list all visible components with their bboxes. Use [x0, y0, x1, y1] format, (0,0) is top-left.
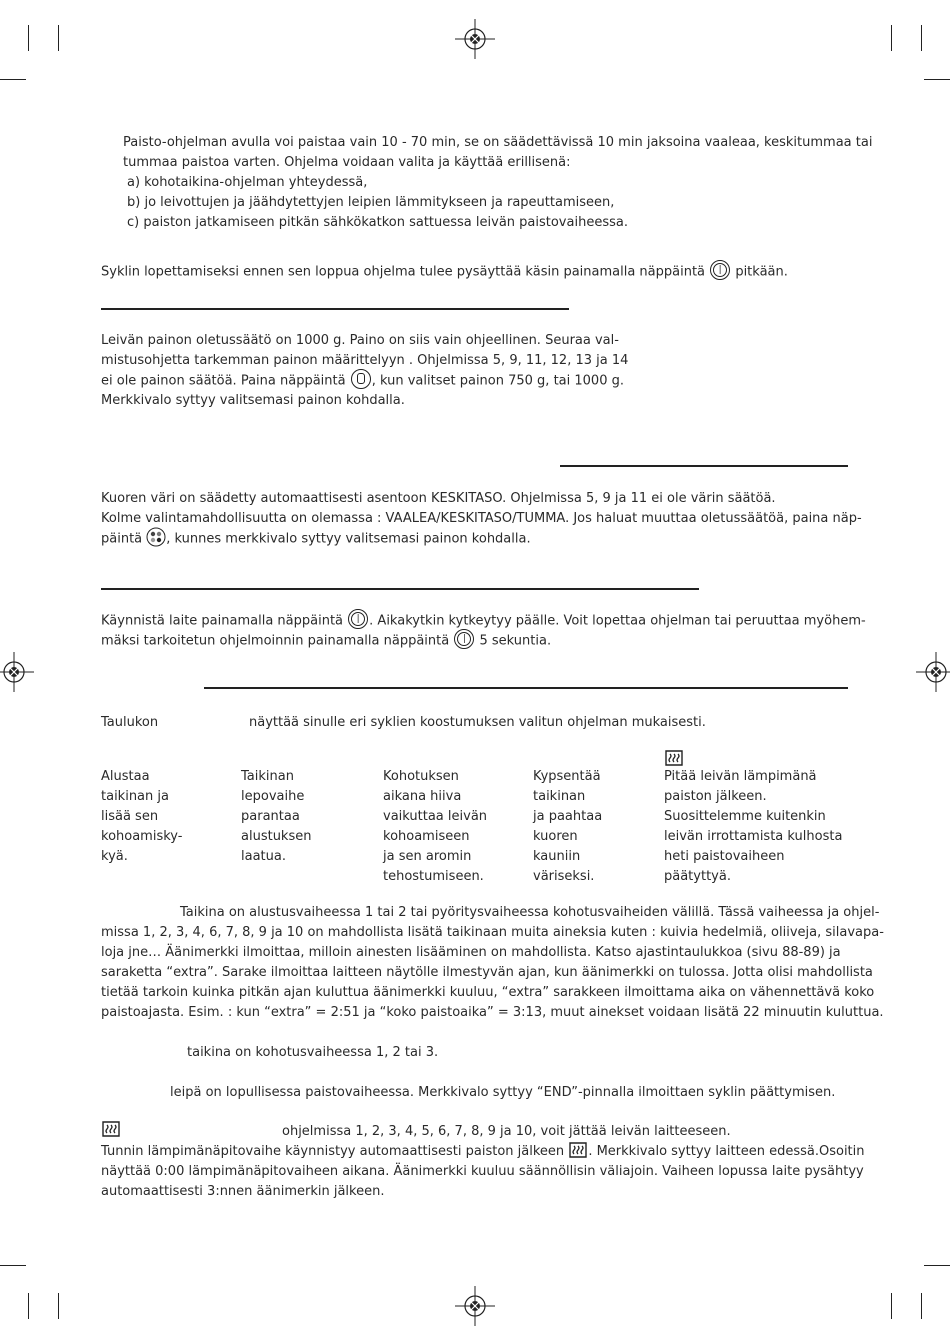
crop-mark — [58, 1293, 59, 1319]
cycle-line: ja paahtaa — [533, 809, 603, 824]
cycle-line: väriseksi. — [533, 869, 595, 884]
cycle-line: kyä. — [101, 849, 128, 864]
start-text-end: 5 sekuntia. — [479, 633, 552, 649]
keep-warm-icon — [568, 1141, 588, 1159]
cycle-line: leivän irrottamista kulhosta — [664, 829, 843, 844]
cycle-line: paiston jälkeen. — [664, 789, 767, 804]
extra-line: loja jne… Äänimerkki ilmoittaa, milloin ainesten lisääminen on mahdollista. Katso ajastintaulukkoa (sivu 88-89) ja — [101, 945, 841, 960]
cycle-line: Kohotuksen — [383, 769, 459, 784]
cycle-line: ja sen aromin — [383, 849, 472, 864]
registration-mark-icon — [0, 652, 34, 692]
stop-paragraph — [101, 262, 788, 283]
extra-line: Taikina on alustusvaiheessa 1 tai 2 tai pyöritysvaiheessa kohotusvaiheiden välillä. Tässä vaiheessa ja ohjel- — [180, 905, 880, 920]
crust-text-end: , kunnes merkkivalo syttyy valitsemasi painon kohdalla. — [166, 531, 531, 547]
start-text: Käynnistä laite painamalla näppäintä — [101, 613, 344, 629]
crop-mark — [921, 1293, 922, 1319]
crust-text: päintä — [101, 531, 143, 547]
power-button-icon: | — [348, 609, 368, 629]
baking-intro-line: Paisto-ohjelman avulla voi paistaa vain 10 - 70 min, se on säädettävissä 10 min jaksoina vaaleaa, keskitummaa tai — [123, 135, 873, 150]
cycle-line: parantaa — [241, 809, 300, 824]
crop-mark — [28, 25, 29, 51]
rise-note: taikina on kohotusvaiheessa 1, 2 tai 3. — [187, 1045, 439, 1060]
warm-line: ohjelmissa 1, 2, 3, 4, 5, 6, 7, 8, 9 ja 10, voit jättää leivän laitteeseen. — [282, 1124, 731, 1139]
crust-line: Kuoren väri on säädetty automaattisesti asentoon KESKITASO. Ohjelmissa 5, 9 ja 11 ei ole värin säätöä. — [101, 491, 776, 506]
crop-mark — [921, 25, 922, 51]
crop-mark — [891, 25, 892, 51]
cycle-line: päätyttyä. — [664, 869, 731, 884]
extra-line: missa 1, 2, 3, 4, 6, 7, 8, 9 ja 10 on mahdollista lisätä taikinaan muita aineksia kuten : kuivia hedelmiä, oliiveja, silavapa- — [101, 925, 884, 940]
registration-mark-icon — [455, 19, 495, 59]
warm-text: Tunnin lämpimänäpitovaihe käynnistyy automaattisesti paiston jälkeen — [101, 1144, 565, 1159]
warm-line: automaattisesti 3:nnen äänimerkin jälkeen. — [101, 1184, 385, 1199]
stop-text: Syklin lopettamiseksi ennen sen loppua ohjelma tulee pysäyttää käsin painamalla näppäintä — [101, 264, 706, 280]
start-text-end: . Aikakytkin kytkeytyy päälle. Voit lopettaa ohjelman tai peruuttaa myöhem- — [369, 613, 866, 629]
cycle-column-kneading — [101, 767, 182, 867]
keep-warm-icon — [664, 749, 684, 767]
weight-button-icon — [351, 369, 371, 389]
warm-line: näyttää 0:00 lämpimänäpitovaiheen aikana. Äänimerkki kuuluu säännöllisin väliajoin. Vaiheen lopussa laite pysähtyy — [101, 1164, 864, 1179]
cycle-column-rest — [241, 767, 311, 867]
cycle-column-rise — [383, 767, 487, 887]
section-divider — [101, 308, 569, 310]
section-divider — [101, 588, 699, 590]
crop-mark — [891, 1293, 892, 1319]
cycle-line: vaikuttaa leivän — [383, 809, 488, 824]
cycle-line: lisää sen — [101, 809, 159, 824]
crust-line — [101, 529, 531, 550]
cycle-line: alustuksen — [241, 829, 312, 844]
baking-list-item: c) paiston jatkamiseen pitkän sähkökatkon sattuessa leivän paistovaiheessa. — [127, 215, 628, 230]
extra-line: saraketta “extra”. Sarake ilmoittaa laitteen näytölle ilmestyvän ajan, kun äänimerkki on tulossa. Jotta olisi mahdollista — [101, 965, 873, 980]
power-button-icon: | — [710, 260, 730, 280]
start-line — [101, 611, 866, 632]
stop-text-end: pitkään. — [735, 264, 788, 280]
crop-mark — [0, 1265, 26, 1266]
extra-line: paistoajasta. Esim. : kun “extra” = 2:51 ja “koko paistoaika” = 3:13, muut ainekset voidaan lisätä 22 minuutin kuluttua. — [101, 1005, 884, 1020]
start-text: mäksi tarkoitetun ohjelmoinnin painamalla näppäintä — [101, 633, 450, 649]
cycle-line: Kypsentää — [533, 769, 601, 784]
cycle-column-bake — [533, 767, 602, 887]
section-divider — [204, 687, 848, 689]
baking-list-item: a) kohotaikina-ohjelman yhteydessä, — [127, 175, 368, 190]
crop-mark — [28, 1293, 29, 1319]
weight-line: Merkkivalo syttyy valitsemasi painon kohdalla. — [101, 393, 405, 408]
weight-line: mistusohjetta tarkemman painon määrittelyyn . Ohjelmissa 5, 9, 11, 12, 13 ja 14 — [101, 353, 629, 368]
crust-line: Kolme valintamahdollisuutta on olemassa : VAALEA/KESKITASO/TUMMA. Jos haluat muuttaa oletussäätöä, paina näp- — [101, 511, 862, 526]
extra-line: tietää tarkoin kuinka pitkän ajan kuluttua äänimerkki kuuluu, “extra” sarakkeen ilmoittama aika on vähennettävä koko — [101, 985, 875, 1000]
weight-text: ei ole painon säätöä. Paina näppäintä — [101, 373, 346, 389]
cycle-line: kohoamisky- — [101, 829, 183, 844]
cycle-line: Taikinan — [241, 769, 294, 784]
crop-mark — [58, 25, 59, 51]
crust-color-button-icon — [146, 527, 166, 547]
cycle-line: taikinan ja — [101, 789, 169, 804]
cycle-line: lepovaihe — [241, 789, 305, 804]
bake-note: leipä on lopullisessa paistovaiheessa. Merkkivalo syttyy “END”-pinnalla ilmoittaen syklin päättymisen. — [170, 1085, 836, 1100]
cycle-line: kohoamiseen — [383, 829, 470, 844]
cycle-line: Alustaa — [101, 769, 150, 784]
table-intro-text: näyttää sinulle eri syklien koostumuksen valitun ohjelman mukaisesti. — [249, 715, 706, 730]
registration-mark-icon — [916, 652, 950, 692]
baking-list-item: b) jo leivottujen ja jäähdytettyjen leipien lämmitykseen ja rapeuttamiseen, — [127, 195, 615, 210]
cycle-line: kuoren — [533, 829, 578, 844]
cycle-line: kauniin — [533, 849, 581, 864]
cycle-column-keep-warm — [664, 767, 842, 887]
cycle-line: taikinan — [533, 789, 586, 804]
cycle-line: aikana hiiva — [383, 789, 462, 804]
weight-line — [101, 371, 624, 392]
cycle-line: tehostumiseen. — [383, 869, 484, 884]
table-intro-label: Taulukon — [101, 715, 159, 730]
start-line — [101, 631, 551, 652]
registration-mark-icon — [455, 1286, 495, 1326]
crop-mark — [924, 79, 950, 80]
crop-mark — [0, 79, 26, 80]
cycle-line: Pitää leivän lämpimänä — [664, 769, 817, 784]
cycle-line: heti paistovaiheen — [664, 849, 785, 864]
warm-line — [101, 1142, 865, 1162]
power-button-icon: | — [454, 629, 474, 649]
warm-text-end: . Merkkivalo syttyy laitteen edessä.Osoitin — [588, 1144, 865, 1159]
section-divider — [560, 465, 848, 467]
crop-mark — [924, 1265, 950, 1266]
weight-text-end: , kun valitset painon 750 g, tai 1000 g. — [371, 373, 624, 389]
keep-warm-icon — [101, 1120, 121, 1138]
weight-line: Leivän painon oletussäätö on 1000 g. Paino on siis vain ohjeellinen. Seuraa val- — [101, 333, 619, 348]
cycle-line: laatua. — [241, 849, 286, 864]
baking-intro-line: tummaa paistoa varten. Ohjelma voidaan valita ja käyttää erillisenä: — [123, 155, 571, 170]
cycle-line: Suosittelemme kuitenkin — [664, 809, 826, 824]
